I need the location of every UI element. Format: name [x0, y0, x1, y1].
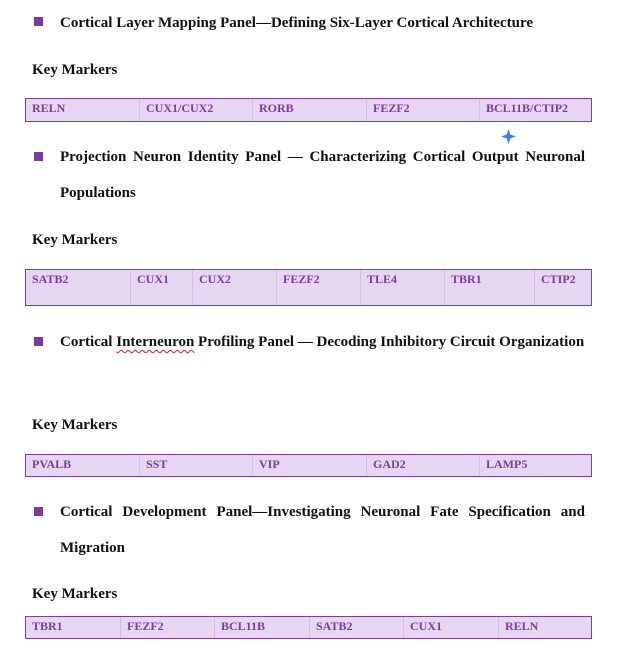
- section-4-markers-table: [25, 616, 592, 639]
- marker-cell: SATB2: [26, 270, 131, 305]
- square-bullet-icon: [34, 17, 43, 26]
- section-1-key-markers-label: Key Markers: [32, 62, 118, 78]
- marker-cell: GAD2: [367, 455, 480, 476]
- marker-cell: CUX1: [404, 617, 499, 638]
- marker-cell: CTIP2: [541, 272, 576, 286]
- marker-cell: TBR1: [445, 270, 535, 305]
- section-3-title-part1: Cortical: [60, 334, 117, 350]
- section-3-title-part2: Profiling Panel — Decoding Inhibitory Circuit Organization: [194, 334, 585, 350]
- marker-cell: BCL11B/CTIP2: [486, 101, 569, 115]
- marker-cell: FEZF2: [367, 99, 480, 121]
- square-bullet-icon: [34, 152, 43, 161]
- section-2-key-markers-label: Key Markers: [32, 232, 118, 248]
- section-3-markers-table: [25, 454, 592, 477]
- section-2-markers-table: [25, 269, 592, 306]
- section-2-title: Projection Neuron Identity Panel — Characterizing Cortical Output Neuronal Populations: [60, 149, 585, 201]
- marker-cell: SST: [140, 455, 253, 476]
- marker-cell: BCL11B: [215, 617, 310, 638]
- marker-cell: FEZF2: [121, 617, 215, 638]
- section-3-key-markers-label: Key Markers: [32, 417, 118, 433]
- section-4-key-markers-label: Key Markers: [32, 586, 118, 602]
- spellcheck-word: Interneuron: [116, 334, 195, 350]
- marker-cell: TLE4: [361, 270, 445, 305]
- square-bullet-icon: [34, 507, 43, 516]
- marker-cell: RELN: [505, 619, 539, 633]
- marker-cell: TBR1: [26, 617, 121, 638]
- marker-cell: CUX2: [193, 270, 277, 305]
- marker-cell: SATB2: [310, 617, 404, 638]
- section-3-title: [60, 324, 585, 360]
- section-1-markers-table: [25, 98, 592, 122]
- marker-cell: VIP: [253, 455, 367, 476]
- marker-cell: CUX1/CUX2: [140, 99, 253, 121]
- square-bullet-icon: [34, 337, 43, 346]
- marker-cell: LAMP5: [486, 457, 528, 471]
- marker-cell: PVALB: [26, 455, 140, 476]
- marker-cell: CUX1: [131, 270, 193, 305]
- marker-cell: RELN: [26, 99, 140, 121]
- section-1-title: Cortical Layer Mapping Panel—Defining Six-Layer Cortical Architecture: [60, 15, 533, 31]
- marker-cell: RORB: [253, 99, 367, 121]
- marker-cell: FEZF2: [277, 270, 361, 305]
- section-4-title: Cortical Development Panel—Investigating Neuronal Fate Specification and Migration: [60, 504, 585, 556]
